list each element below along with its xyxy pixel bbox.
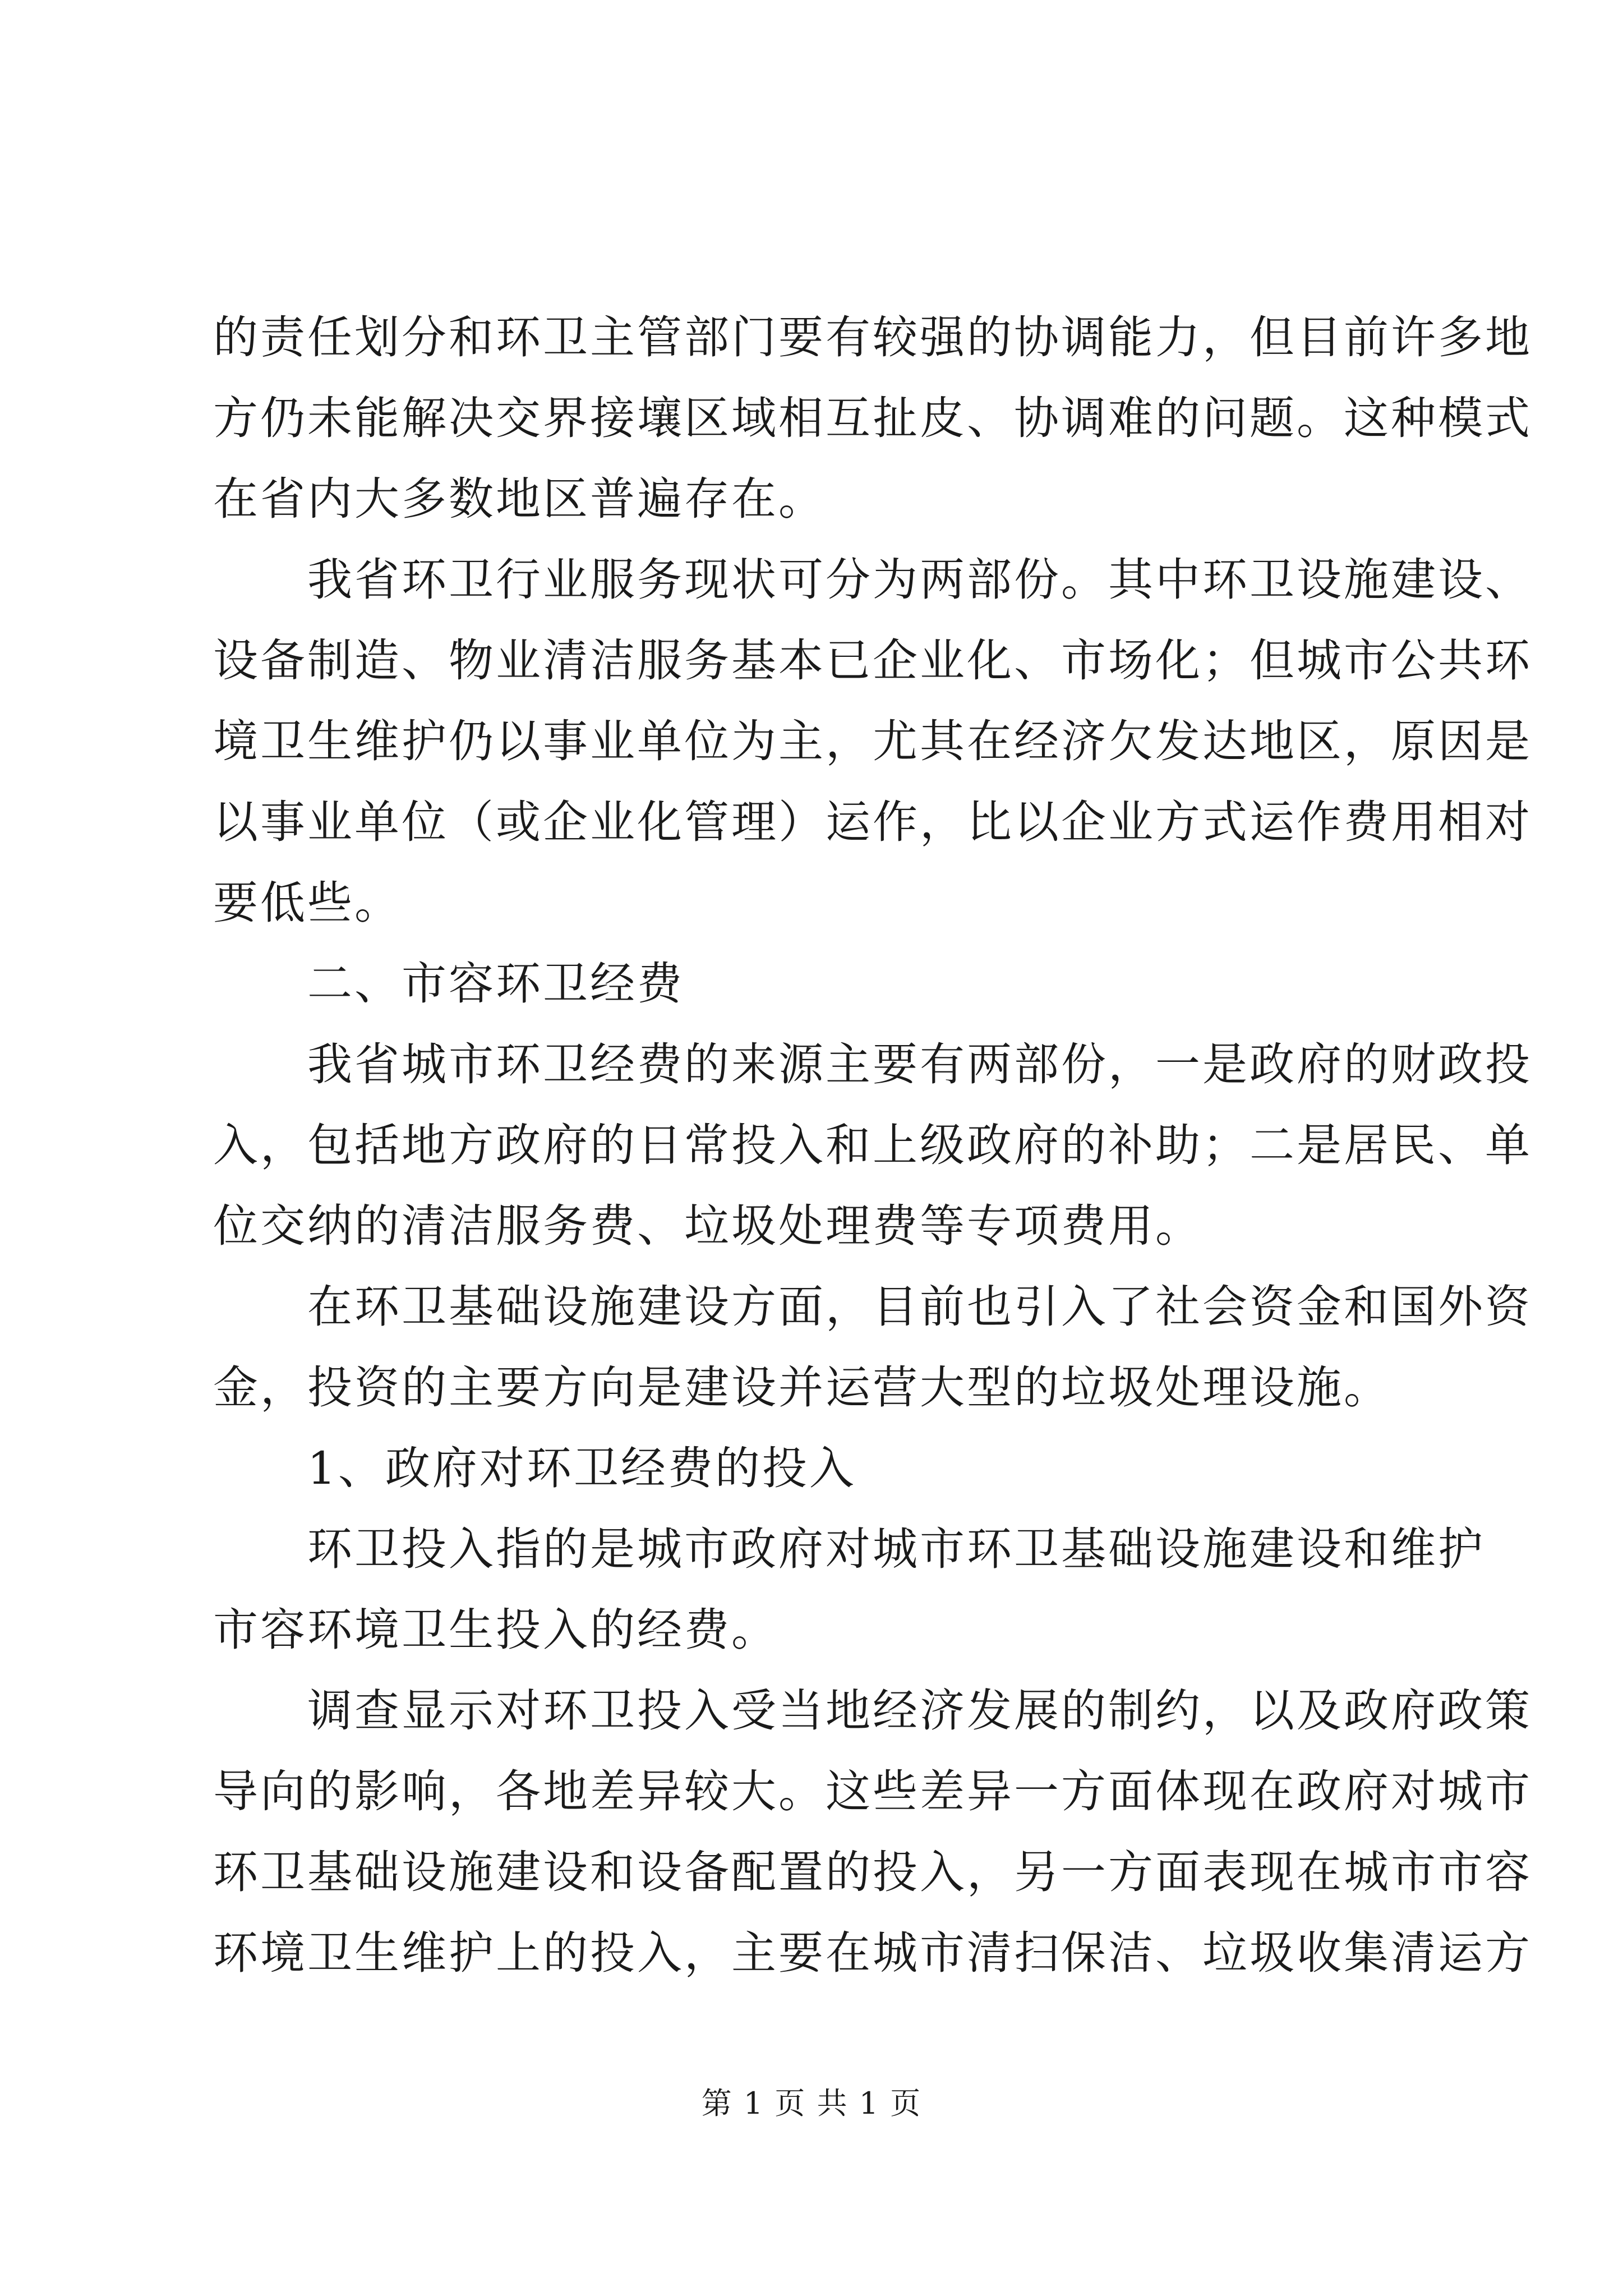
document-body (213, 297, 1532, 1994)
text-line-21: 环境卫生维护上的投入，主要在城市清扫保洁、垃圾收集清运方 (213, 1927, 1532, 1979)
page-footer: 第 1 页 共 1 页 (701, 2086, 922, 2121)
subsection-heading: 1、政府对环卫经费的投入 (307, 1442, 856, 1494)
text-line-16: 环卫投入指的是城市政府对城市环卫基础设施建设和维护 (307, 1523, 1485, 1575)
text-line-2: 方仍未能解决交界接壤区域相互扯皮、协调难的问题。这种模式 (213, 392, 1532, 444)
text-line-14: 金，投资的主要方向是建设并运营大型的垃圾处理设施。 (213, 1361, 1391, 1414)
text-line-6: 境卫生维护仍以事业单位为主，尤其在经济欠发达地区，原因是 (213, 715, 1532, 767)
section-heading: 二、市容环卫经费 (307, 958, 684, 1010)
text-line-13: 在环卫基础设施建设方面，目前也引入了社会资金和国外资 (307, 1281, 1532, 1333)
text-line-4: 我省环卫行业服务现状可分为两部份。其中环卫设施建设、 (307, 554, 1532, 606)
text-line-7: 以事业单位（或企业化管理）运作，比以企业方式运作费用相对 (213, 796, 1532, 848)
text-line-18: 调查显示对环卫投入受当地经济发展的制约，以及政府政策 (307, 1685, 1532, 1737)
text-line-1: 的责任划分和环卫主管部门要有较强的协调能力，但目前许多地 (213, 311, 1532, 364)
text-line-17: 市容环境卫生投入的经费。 (213, 1604, 778, 1656)
text-line-3: 在省内大多数地区普遍存在。 (213, 473, 826, 525)
text-line-19: 导向的影响，各地差异较大。这些差异一方面体现在政府对城市 (213, 1765, 1532, 1818)
text-line-10: 我省城市环卫经费的来源主要有两部份，一是政府的财政投 (307, 1038, 1532, 1091)
text-line-20: 环卫基础设施建设和设备配置的投入，另一方面表现在城市市容 (213, 1846, 1532, 1898)
text-line-12: 位交纳的清洁服务费、垃圾处理费等专项费用。 (213, 1200, 1202, 1252)
text-line-11: 入，包括地方政府的日常投入和上级政府的补助；二是居民、单 (213, 1119, 1532, 1171)
text-line-8: 要低些。 (213, 877, 402, 929)
text-line-5: 设备制造、物业清洁服务基本已企业化、市场化；但城市公共环 (213, 634, 1532, 687)
